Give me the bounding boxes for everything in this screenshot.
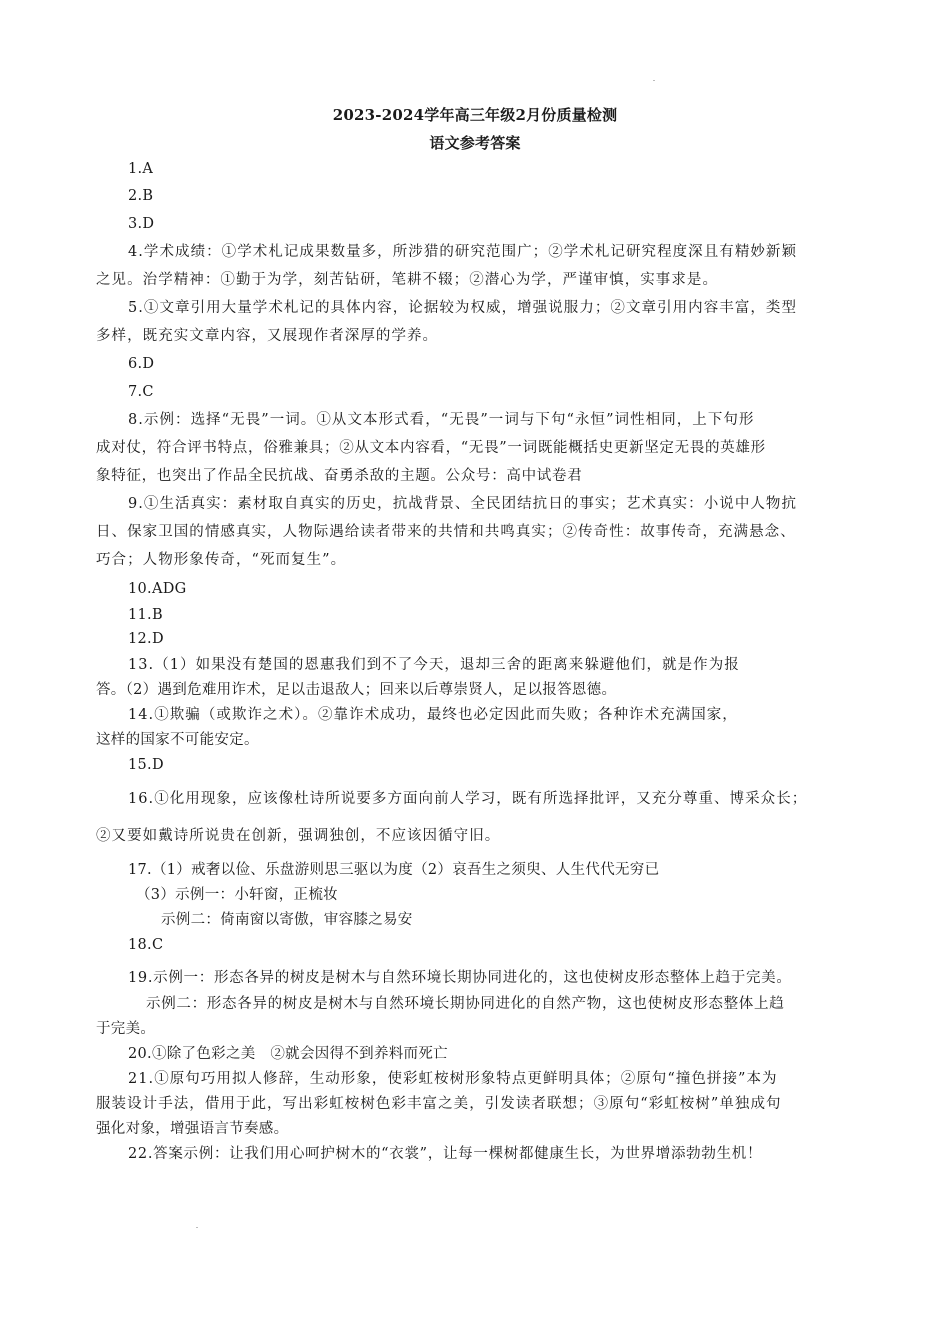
answer-line: 17.（1）戒奢以俭、乐盘游则思三驱以为度（2）哀吾生之须臾、人生代代无穷已	[128, 862, 660, 878]
answer-line: 7.C	[128, 384, 154, 400]
scan-speck	[196, 1227, 198, 1228]
answer-line: 11.B	[128, 607, 163, 623]
answer-line: 15.D	[128, 757, 164, 773]
answer-line: 4.学术成绩：①学术札记成果数量多，所涉猎的研究范围广；②学术札记研究程度深且有精妙新颖	[128, 244, 798, 260]
answer-line: 服装设计手法，借用于此，写出彩虹桉树色彩丰富之美，引发读者联想；③原句“彩虹桉树”单独成句	[96, 1096, 782, 1112]
answer-line: 20.①除了色彩之美 ②就会因得不到养料而死亡	[128, 1046, 448, 1062]
answer-line: 之见。治学精神：①勤于为学，刻苦钻研，笔耕不辍；②潜心为学，严谨审慎，实事求是。	[96, 272, 718, 288]
answer-line: 1.A	[128, 161, 154, 177]
answer-line: 21.①原句巧用拟人修辞，生动形象，使彩虹桉树形象特点更鲜明具体；②原句“撞色拼接”本为	[128, 1071, 778, 1087]
answer-line: 6.D	[128, 356, 155, 372]
answer-line: 成对仗，符合评书特点，俗雅兼具；②从文本内容看，“无畏”一词既能概括史更新坚定无畏的英雄形	[96, 440, 766, 456]
answer-line: 这样的国家不可能安定。	[96, 732, 259, 748]
scan-speck	[653, 80, 655, 81]
answer-line: 于完美。	[96, 1021, 156, 1037]
answer-line: 日、保家卫国的情感真实，人物际遇给读者带来的共情和共鸣真实；②传奇性：故事传奇，充满悬念、	[96, 524, 796, 540]
answer-line: （3）示例一：小轩窗，正梳妆	[136, 887, 338, 903]
answer-line: 象特征，也突出了作品全民抗战、奋勇杀敌的主题。公众号：高中试卷君	[96, 468, 583, 484]
answer-line: 22.答案示例：让我们用心呵护树木的“衣裳”，让每一棵树都健康生长，为世界增添勃勃生机！	[128, 1146, 763, 1162]
answer-line: 14.①欺骗（或欺诈之术）。②靠诈术成功，最终也必定因此而失败；各种诈术充满国家，	[128, 707, 738, 723]
answer-line: ②又要如戴诗所说贵在创新，强调独创，不应该因循守旧。	[96, 828, 501, 844]
answer-line: 18.C	[128, 937, 164, 953]
answer-line: 2.B	[128, 188, 154, 204]
answer-line: 10.ADG	[128, 581, 187, 597]
answer-line: 3.D	[128, 216, 155, 232]
answer-line: 多样，既充实文章内容，又展现作者深厚的学养。	[96, 328, 439, 344]
answer-line: 5.①文章引用大量学术札记的具体内容，论据较为权威，增强说服力；②文章引用内容丰富，类型	[128, 300, 798, 316]
answer-line: 巧合；人物形象传奇，“死而复生”。	[96, 552, 347, 568]
document-title: 2023-2024学年高三年级2月份质量检测	[332, 106, 618, 124]
answer-line: 16.①化用现象，应该像杜诗所说要多方面向前人学习，既有所选择批评，又充分尊重、博采众长；	[128, 791, 808, 807]
answer-line: 8.示例：选择“无畏”一词。①从文本形式看，“无畏”一词与下句“永恒”词性相同，上下句形	[128, 412, 755, 428]
answer-line: 12.D	[128, 631, 164, 647]
answer-line: 示例二：形态各异的树皮是树木与自然环境长期协同进化的自然产物，这也使树皮形态整体上趋	[146, 996, 785, 1012]
answer-line: 强化对象，增强语言节奏感。	[96, 1121, 289, 1137]
answer-line: 示例二：倚南窗以寄傲，审容膝之易安	[161, 912, 413, 928]
answer-line: 13.（1）如果没有楚国的恩惠我们到不了今天，退却三舍的距离来躲避他们，就是作为报	[128, 657, 740, 673]
answer-line: 9.①生活真实：素材取自真实的历史，抗战背景、全民团结抗日的事实；艺术真实：小说中人物抗	[128, 496, 798, 512]
document-subtitle: 语文参考答案	[429, 134, 521, 152]
answer-line: 19.示例一：形态各异的树皮是树木与自然环境长期协同进化的，这也使树皮形态整体上趋于完美。	[128, 970, 792, 986]
answer-line: 答。（2）遇到危难用诈术，足以击退敌人；回来以后尊崇贤人，足以报答恩德。	[96, 682, 617, 698]
